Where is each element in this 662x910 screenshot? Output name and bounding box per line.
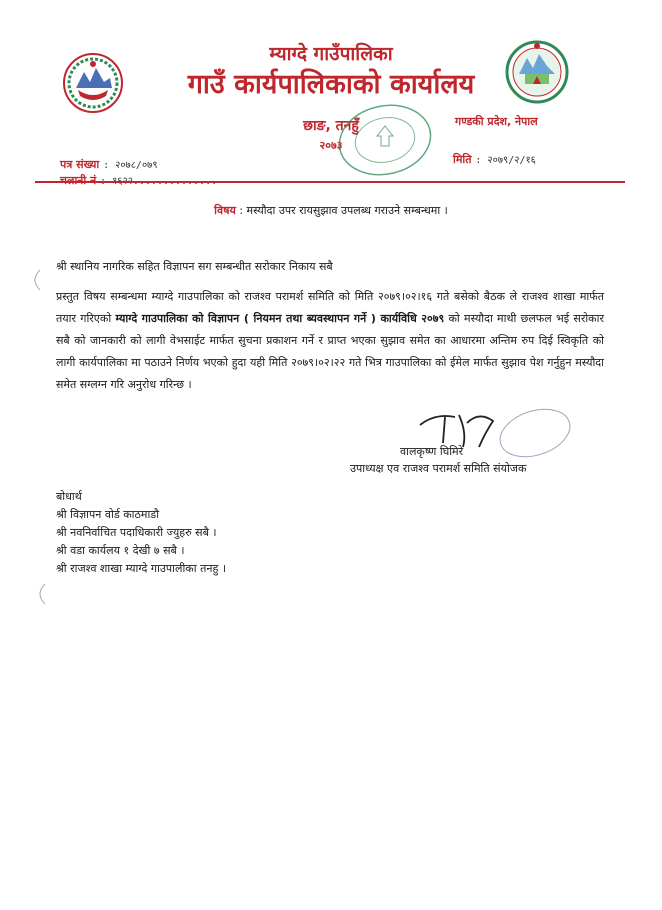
- letter-date-value: : २०७९/२/१६: [475, 155, 536, 166]
- letter-number-label: पत्र संख्या: [60, 158, 100, 171]
- office-stamp: [333, 100, 437, 180]
- body-text-part1: प्रस्तुत विषय सम्बन्धमा म्याग्दे गाउपालिका को राजश्व परामर्श समिति को मिति २०७९।०२।१६ गते बसेको बैठक ले राजश्व शाखा मार्फत तयार गरिएको: [56, 290, 604, 325]
- signatory-role: उपाध्यक्ष एव राजश्व परामर्श समिति संयोजक: [350, 462, 527, 475]
- cc-item: श्री विज्ञापन वोर्ड काठमाडौ: [56, 508, 160, 521]
- province-name: गण्डकी प्रदेश, नेपाल: [455, 115, 538, 128]
- cc-item: श्री राजश्व शाखा म्याग्दे गाउपालीका तनहु ।: [56, 562, 226, 575]
- office-location: छाङ, तनहुँ: [303, 118, 359, 134]
- letter-date: [453, 152, 536, 167]
- header-divider: [35, 181, 625, 183]
- subject-label: विषय: [214, 204, 236, 217]
- municipality-name: म्याग्दे गाउँपालिका: [269, 43, 393, 65]
- subject-text: : मस्यौदा उपर रायसुझाव उपलब्ध गराउने सम्बन्धमा ।: [239, 204, 448, 217]
- office-name: गाउँ कार्यपालिकाको कार्यालय: [187, 69, 475, 100]
- letter-body: [56, 286, 604, 396]
- cc-item: श्री वडा कार्यलय १ देखी ७ सबै ।: [56, 544, 185, 557]
- established-year: २०७३: [319, 139, 343, 152]
- subject-line: [0, 203, 662, 218]
- cc-title: बोधार्थ: [56, 490, 82, 503]
- punch-hole-mark: [33, 582, 47, 606]
- letter-number: [60, 157, 158, 172]
- cc-item: श्री नवनिर्वाचित पदाधिकारी ज्युहरु सबै ।: [56, 526, 217, 539]
- addressee: श्री स्थानिय नागरिक सहित विज्ञापन सग सम्बन्धीत सरोकार निकाय सबै: [56, 260, 333, 273]
- letter-date-label: मिति: [453, 153, 472, 166]
- signatory-name: वालकृष्ण घिमिरे: [400, 445, 464, 458]
- letter-number-value: : २०७८/०७९: [103, 160, 158, 171]
- body-text-bold: म्याग्दे गाउपालिका को विज्ञापन ( नियमन तथा ब्यवस्थापन गर्ने ) कार्यविधि २०७९: [115, 312, 445, 325]
- punch-hole-mark: [28, 268, 42, 292]
- body-text-part2: को मस्यौदा माथी छलफल भई सरोकार सबै को जानकारी को लागी वेभसाईट मार्फत सुचना प्रकाशन गर्ने र प्राप्त भएका सुझाव समेत का आधारमा अन्तिम रुप दिई स्विकृति को लागी कार्यपालिका मा पठाउने निर्णय भएको हुदा यही मिति २०७९।०२।२२ गते भित्र गाउपालिका को ईमेल मार्फत सुझाव पेश गर्नुहुन मस्यौदा समेत सग्लग्न गरि अनुरोध गरिन्छ ।: [56, 312, 604, 391]
